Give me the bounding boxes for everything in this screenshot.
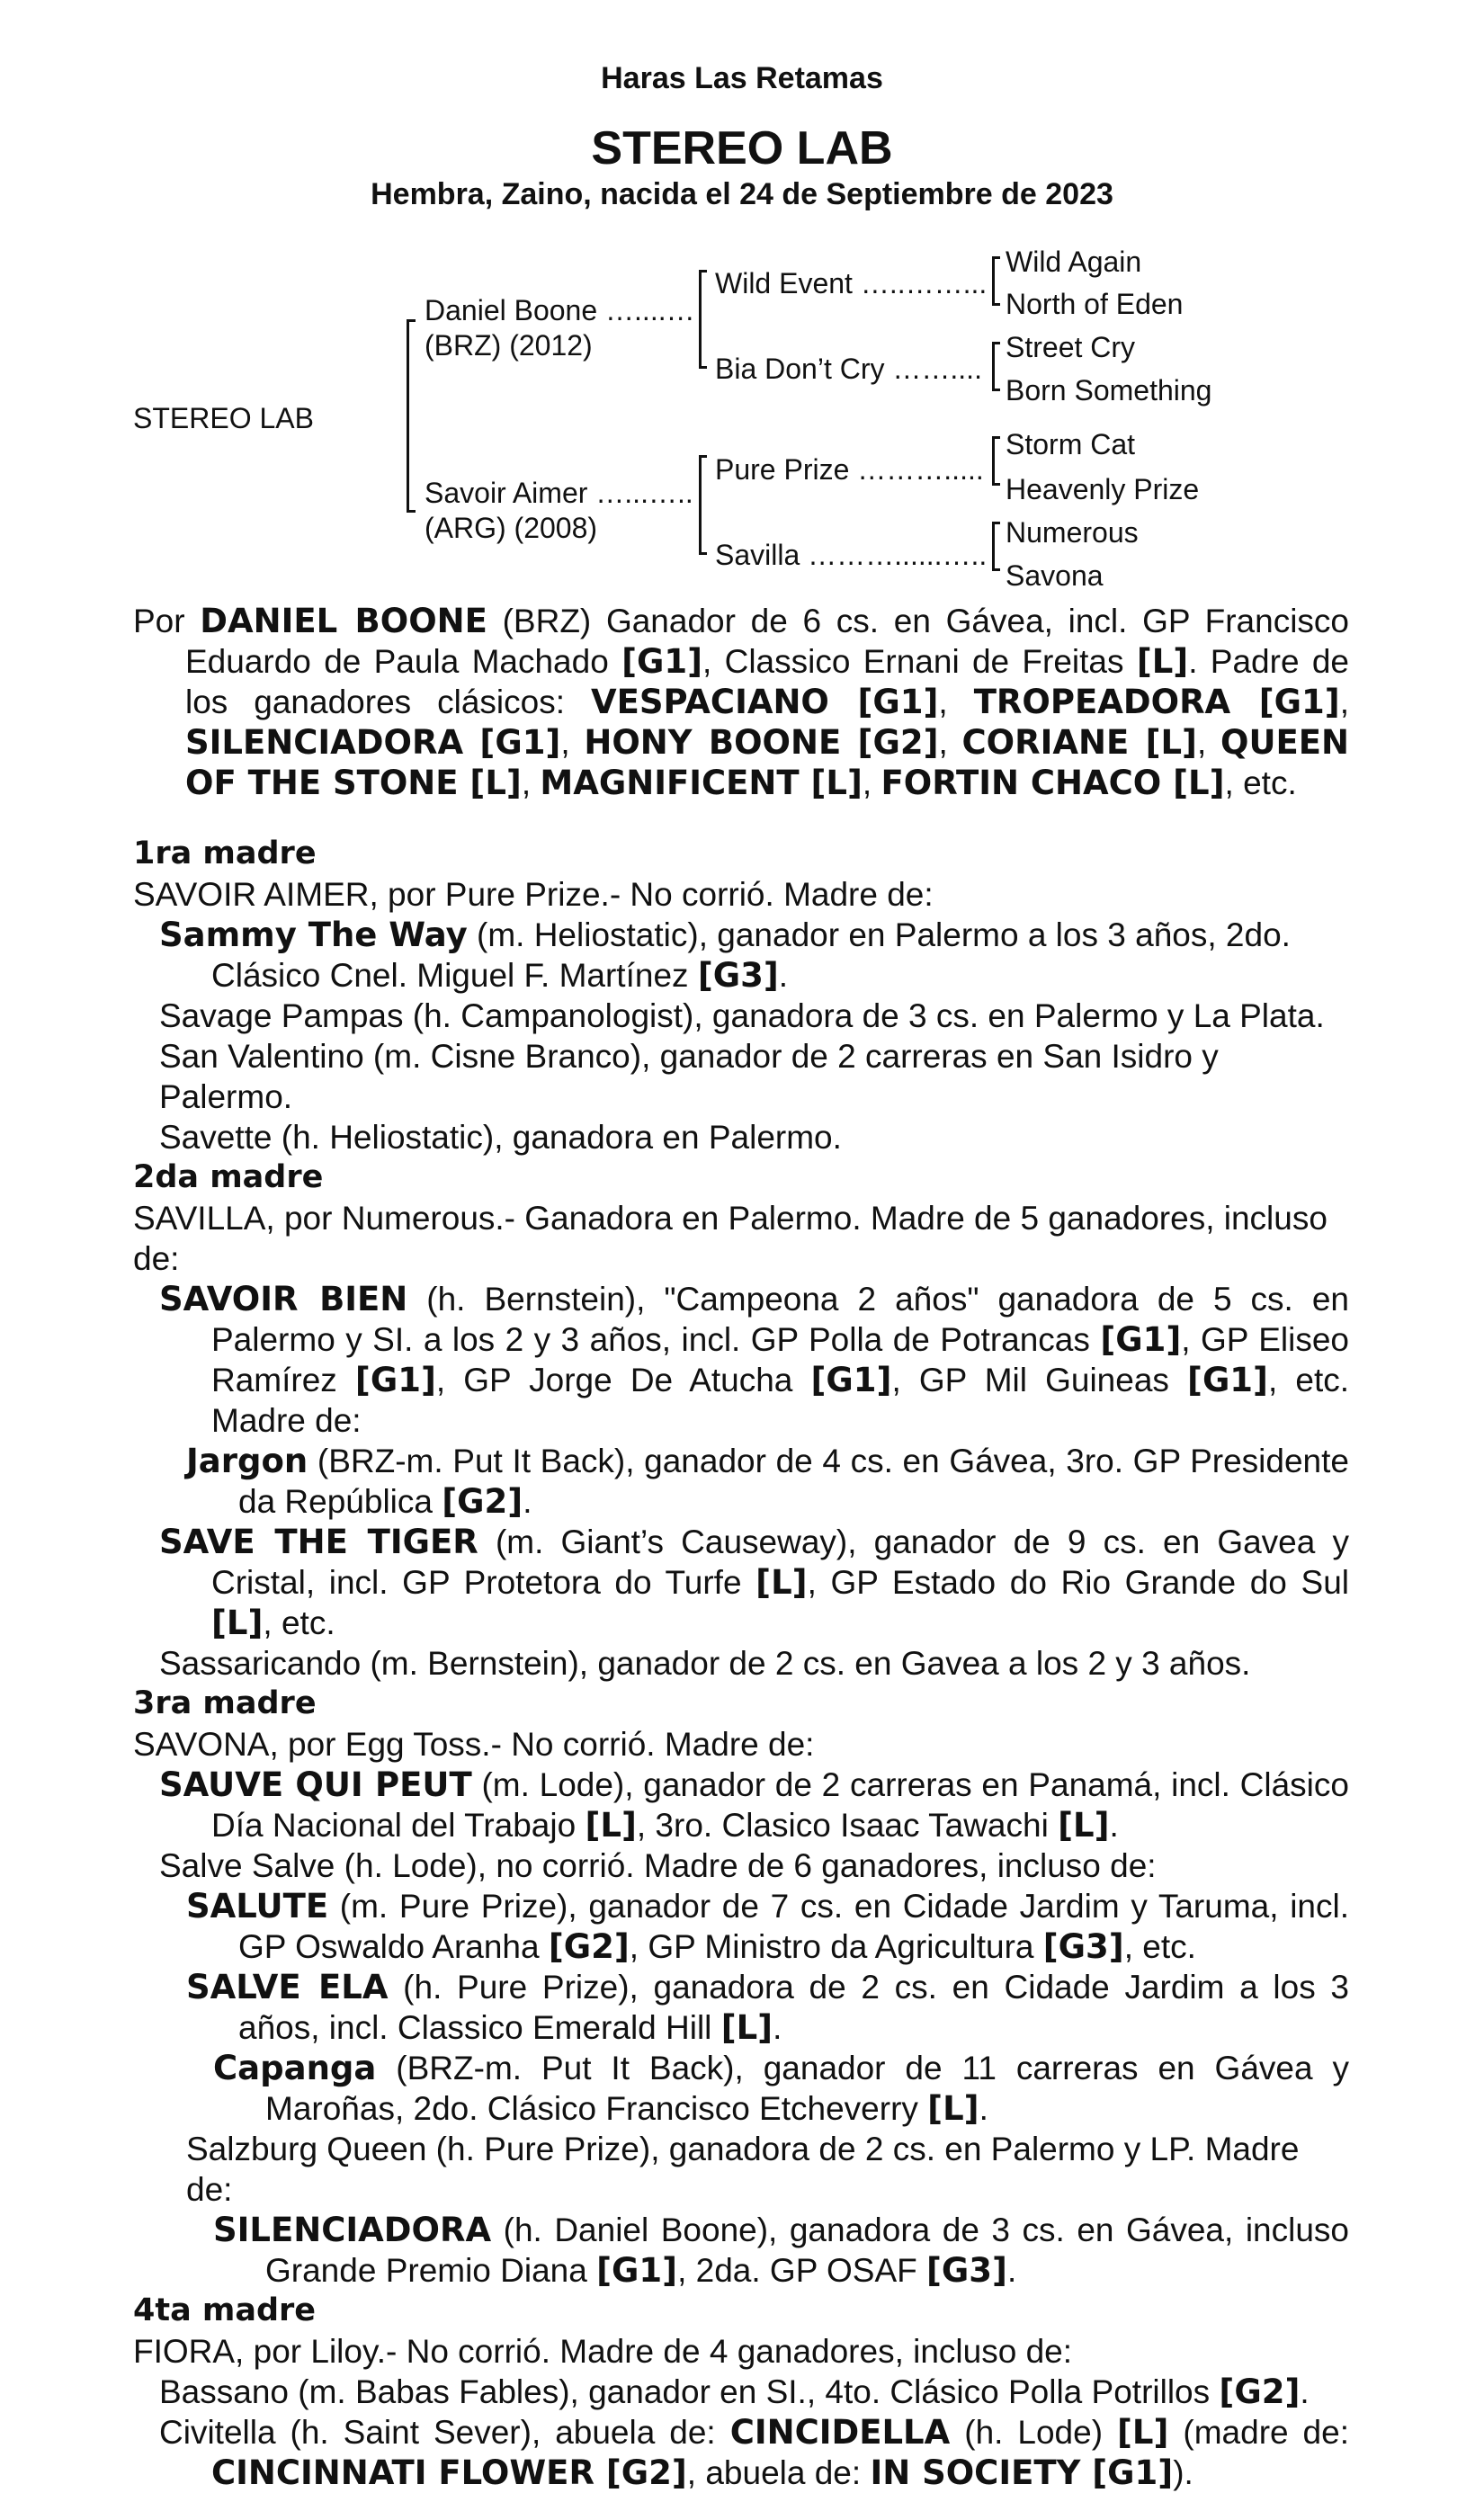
first-dam-heading: 1ra madre: [133, 835, 317, 871]
sire-paragraph: Por DANIEL BOONE (BRZ) Ganador de 6 cs. en Gávea, incl. GP Francisco Eduardo de Paula Machado [G1], Classico Ernani de Freitas [L]. Padre de los ganadores clásicos: VESPACIANO [G1], TROPEADORA [G1], SILENCIADORA [G1], HONY BOONE [G2], CORIANE [L], QUEEN OF THE STONE [L], MAGNIFICENT [L], FORTIN CHACO [L], etc.: [133, 602, 1350, 802]
pedigree-sire-sire: Wild Event …..……...: [715, 267, 988, 299]
produce-salve-salve: Salve Salve (h. Lode), no corrió. Madre de 6 ganadores, incluso de:: [159, 1847, 1157, 1884]
bracket-tick: [992, 436, 1000, 439]
bracket-line-3c: [992, 436, 995, 486]
pedigree-dsd: Heavenly Prize: [1006, 473, 1200, 505]
second-dam-heading: 2da madre: [133, 1159, 324, 1195]
produce-civitella: Civitella (h. Saint Sever), abuela de: CINCIDELLA (h. Lode) [L] (madre de: CINCINNATI FLOWER [G2], abuela de: IN SOCIETY [G1]).: [159, 2413, 1349, 2492]
produce-san-valentino: San Valentino (m. Cisne Branco), ganador de 2 carreras en San Isidro y Palermo.: [159, 1038, 1219, 1115]
bracket-line-2b: [699, 455, 702, 555]
second-dam-intro: SAVILLA, por Numerous.- Ganadora en Palermo. Madre de 5 ganadores, incluso de:: [133, 1200, 1328, 1277]
pedigree-sdd: Born Something: [1006, 374, 1212, 407]
bracket-tick: [699, 366, 707, 369]
pedigree-sire-dam: Bia Don’t Cry ……....: [715, 353, 982, 385]
bracket-tick: [699, 270, 707, 273]
catalog-body: [133, 601, 1349, 2493]
third-dam-intro: SAVONA, por Egg Toss.- No corrió. Madre de:: [133, 1726, 815, 1763]
produce-savette: Savette (h. Heliostatic), ganadora en Palermo.: [159, 1119, 842, 1156]
bracket-tick: [407, 319, 416, 322]
fourth-dam-intro: FIORA, por Liloy.- No corrió. Madre de 4 ganadores, incluso de:: [133, 2333, 1073, 2370]
produce-sassaricando: Sassaricando (m. Bernstein), ganador de 2 cs. en Gavea a los 2 y 3 años.: [159, 1645, 1251, 1682]
pedigree-sds: Street Cry: [1006, 331, 1136, 363]
farm-name: Haras Las Retamas: [601, 61, 883, 95]
bracket-tick: [992, 522, 1000, 524]
first-dam-intro: SAVOIR AIMER, por Pure Prize.- No corrió. Madre de:: [133, 876, 934, 913]
bracket-tick: [699, 552, 707, 555]
produce-bassano: Bassano (m. Babas Fables), ganador en SI., 4to. Clásico Polla Potrillos [G2].: [159, 2372, 1310, 2411]
pedigree-dam-origin: (ARG) (2008): [425, 512, 598, 544]
produce-salute: SALUTE (m. Pure Prize), ganador de 7 cs. en Cidade Jardim y Taruma, incl. GP Oswaldo Aranha [G2], GP Ministro da Agricultura [G3], etc.: [186, 1887, 1349, 1966]
bracket-tick: [992, 483, 1000, 486]
bracket-line-3d: [992, 522, 995, 571]
produce-salzburg-queen: Salzburg Queen (h. Pure Prize), ganadora de 2 cs. en Palermo y LP. Madre de:: [186, 2131, 1300, 2208]
produce-save-the-tiger: SAVE THE TIGER (m. Giant’s Causeway), ganador de 9 cs. en Gavea y Cristal, incl. GP Protetora do Turfe [L], GP Estado do Rio Grande do Sul [L], etc.: [159, 1523, 1349, 1642]
fourth-dam-heading: 4ta madre: [133, 2292, 317, 2328]
pedigree-sire-origin: (BRZ) (2012): [425, 329, 593, 362]
bracket-tick: [992, 389, 1000, 391]
produce-silenciadora: SILENCIADORA (h. Daniel Boone), ganadora de 3 cs. en Gávea, incluso Grande Premio Diana [G1], 2da. GP OSAF [G3].: [213, 2211, 1349, 2290]
horse-description: Hembra, Zaino, nacida el 24 de Septiembre de 2023: [371, 177, 1113, 211]
produce-sauve-qui-peut: SAUVE QUI PEUT (m. Lode), ganador de 2 carreras en Panamá, incl. Clásico Día Nacional del Trabajo [L], 3ro. Clasico Isaac Tawachi [L].: [159, 1765, 1349, 1845]
pedigree-sire: Daniel Boone …....…: [425, 294, 695, 326]
pedigree-ssd: North of Eden: [1006, 288, 1184, 320]
bracket-tick: [992, 256, 1000, 259]
pedigree-dam: Savoir Aimer …...…..: [425, 477, 693, 509]
bracket-line-1: [407, 319, 409, 513]
produce-sammy-the-way: Sammy The Way (m. Heliostatic), ganador en Palermo a los 3 años, 2do. Clásico Cnel. Miguel F. Martínez [G3].: [159, 916, 1291, 995]
pedigree-dam-dam: Savilla ………......…..: [715, 539, 988, 571]
pedigree-sss: Wild Again: [1006, 246, 1142, 278]
third-dam-heading: 3ra madre: [133, 1685, 317, 1721]
pedigree-dds: Numerous: [1006, 516, 1139, 549]
pedigree-dam-sire: Pure Prize ……….....: [715, 453, 984, 486]
bracket-line-2a: [699, 270, 702, 369]
produce-capanga: Capanga (BRZ-m. Put It Back), ganador de 11 carreras en Gávea y Maroñas, 2do. Clásico Francisco Etcheverry [L].: [213, 2049, 1349, 2128]
produce-salve-ela: SALVE ELA (h. Pure Prize), ganadora de 2 cs. en Cidade Jardim a los 3 años, incl. Classico Emerald Hill [L].: [186, 1968, 1350, 2047]
bracket-line-3b: [992, 342, 995, 391]
bracket-tick: [407, 510, 416, 513]
bracket-tick: [992, 568, 1000, 571]
pedigree-dss: Storm Cat: [1006, 428, 1136, 460]
bracket-tick: [992, 342, 1000, 344]
horse-name-title: STEREO LAB: [591, 122, 893, 174]
pedigree-ddd: Savona: [1006, 559, 1104, 592]
bracket-tick: [699, 455, 707, 458]
produce-savoir-bien: SAVOIR BIEN (h. Bernstein), "Campeona 2 años" ganadora de 5 cs. en Palermo y SI. a los 2 y 3 años, incl. GP Polla de Potrancas [G1], GP Eliseo Ramírez [G1], GP Jorge De Atucha [G1], GP Mil Guineas [G1], etc. Madre de:: [159, 1280, 1349, 1439]
produce-savage-pampas: Savage Pampas (h. Campanologist), ganadora de 3 cs. en Palermo y La Plata.: [159, 997, 1325, 1034]
bracket-line-3a: [992, 256, 995, 306]
produce-jargon: Jargon (BRZ-m. Put It Back), ganador de 4 cs. en Gávea, 3ro. GP Presidente da República [G2].: [186, 1442, 1349, 1521]
pedigree-subject: STEREO LAB: [133, 402, 314, 434]
bracket-tick: [992, 303, 1000, 306]
